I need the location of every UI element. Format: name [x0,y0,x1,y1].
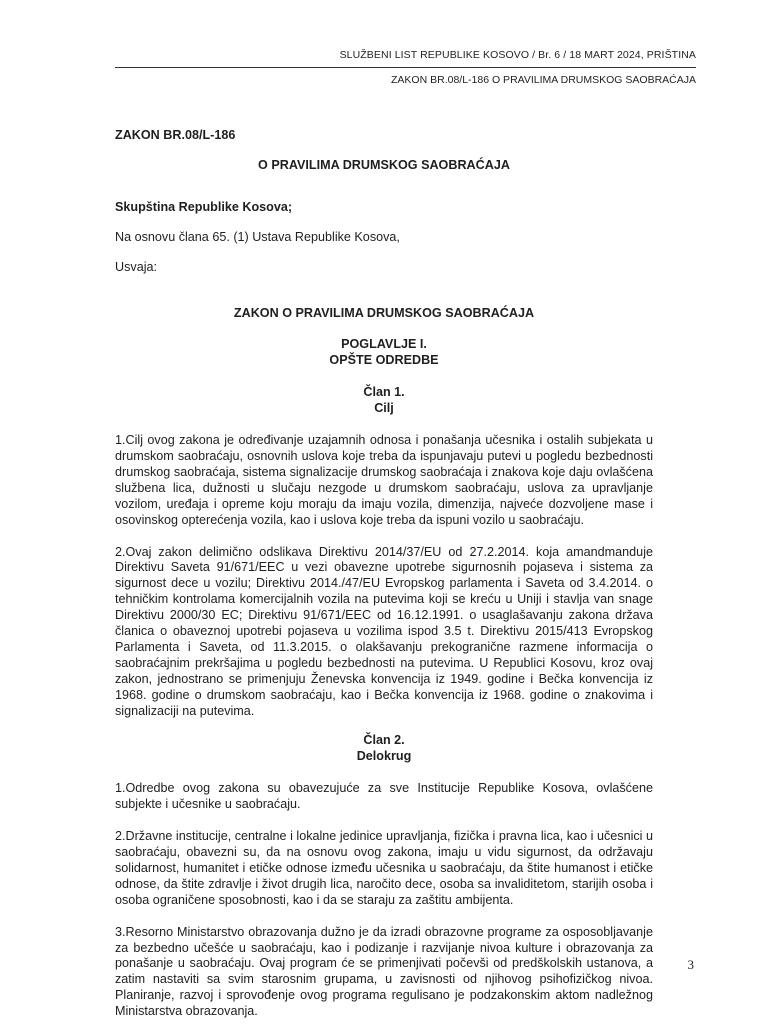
assembly-line: Skupština Republike Kosova; [115,199,293,214]
law-reference-header: ZAKON BR.08/L-186 O PRAVILIMA DRUMSKOG SAOBRAĆAJA [391,74,696,86]
article-2-heading [115,733,653,765]
adopts-line: Usvaja: [115,259,157,274]
article-2-name: Delokrug [356,749,412,764]
journal-header: SLUŽBENI LIST REPUBLIKE KOSOVO / Br. 6 / 18 MART 2024, PRIŠTINA [339,49,696,61]
document-body [115,128,653,1020]
full-law-title: ZAKON O PRAVILIMA DRUMSKOG SAOBRAĆAJA [233,305,535,320]
article-1-paragraph-2: 2.Ovaj zakon delimično odslikava Direktivu 2014/37/EU od 27.2.2014. koja amandmanduje Direktivu Saveta 91/671/EEC u vezi obavezne upotrebe sigurnosnih pojaseva i sistema za sigurnost dece u vozilu; Direktivu 2014./47/EU Evropskog parlamenta i Saveta od 3.4.2014. o tehničkim kontrolama komercijalnih vozila na putevima koji se kreću u Uniji i stavlja van snage Direktivu 2000/30 EC; Direktivu 91/671/EEC od 16.12.1991. o usaglašavanju zakona država članica o obaveznoj upotrebi pojaseva u vozilima ispod 3.5 t. Direktivu 2015/413 Evropskog Parlamenta i Saveta, od 11.3.2015. o olakšavanju prekogranične razmene informacija o saobraćajnim prekršajima u pogledu bezbednosti na putevima. U Republici Kosovu, kroz ovaj zakon, jednostrano se primenjuju Ženevska konvencija iz 1949. godine i Bečka konvencija iz 1968. godine o drumskom saobraćaju, kao i Bečka konvencija iz 1968. godine o znakovima i signalizaciji na putevima. [115,544,653,718]
article-2-number: Član 2. [363,733,405,748]
page-number: 3 [687,957,694,972]
header-divider [115,67,696,68]
article-1-paragraph-1: 1.Cilj ovog zakona je određivanje uzajamnih odnosa i ponašanja učesnika i ostalih subjekata u drumskom saobraćaju, osnovnih uslova koje treba da ispunjavaju putevi u pogledu bezbednosti drumskog saobraćaja, sistema signalizacije drumskog saobraćaja i znakova koje daju ovlašćena službena lica, dužnosti u slučaju nezgode u drumskom saobraćaju, uslova za upravljanje vozilom, uređaja i opreme koju moraju da imaju vozila, dimenzija, najveće dozvoljene mase i osovinskog opterećenja vozila, kao i uslova koje treba da ispuni vozilo u saobraćaju. [115,433,653,527]
article-2-paragraph-2: 2.Državne institucije, centralne i lokalne jedinice upravljanja, fizička i pravna lica, kao i učesnici u saobraćaju, obavezni su, da na osnovu ovog zakona, imaju u vidu sigurnost, da održavaju solidarnost, humanitet i etičke odnose između učesnika u saobraćaju, da štite humanost i etičke odnose, da štite zdravlje i život drugih lica, naročito dece, osoba sa invaliditetom, starijih osoba i osoba ograničene sposobnosti, kao i da se staraju za zaštitu ambijenta. [115,829,653,907]
law-title: O PRAVILIMA DRUMSKOG SAOBRAĆAJA [258,157,510,172]
legal-basis: Na osnovu člana 65. (1) Ustava Republike Kosova, [115,229,400,244]
law-number: ZAKON BR.08/L-186 [115,128,236,142]
article-1-heading [115,385,653,417]
chapter-number: POGLAVLJE I. [341,337,427,352]
chapter-heading [115,337,653,369]
article-1-number: Član 1. [363,385,405,400]
article-2-paragraph-1: 1.Odredbe ovog zakona su obavezujuće za sve Institucije Republike Kosova, ovlašćene subjekte i učesnike u saobraćaju. [115,781,653,812]
article-2-paragraph-3: 3.Resorno Ministarstvo obrazovanja dužno je da izradi obrazovne programe za osposobljavanje za bezbedno učešće u saobraćaju, kao i podizanje i razvijanje nivoa kulture i obrazovanja za ponašanje u saobraćaju. Ovaj program će se primenjivati počevši od predškolskih ustanova, a zatim nastaviti sa svim starosnim grupama, u zavisnosti od njihovog psihofizičkog nivoa. Planiranje, razvoj i sprovođenje ovog programa regulisano je podzakonskim aktom nadležnog Ministarstva obrazovanja. [115,924,653,1019]
chapter-name: OPŠTE ODREDBE [329,353,439,368]
article-1-name: Cilj [374,401,394,416]
